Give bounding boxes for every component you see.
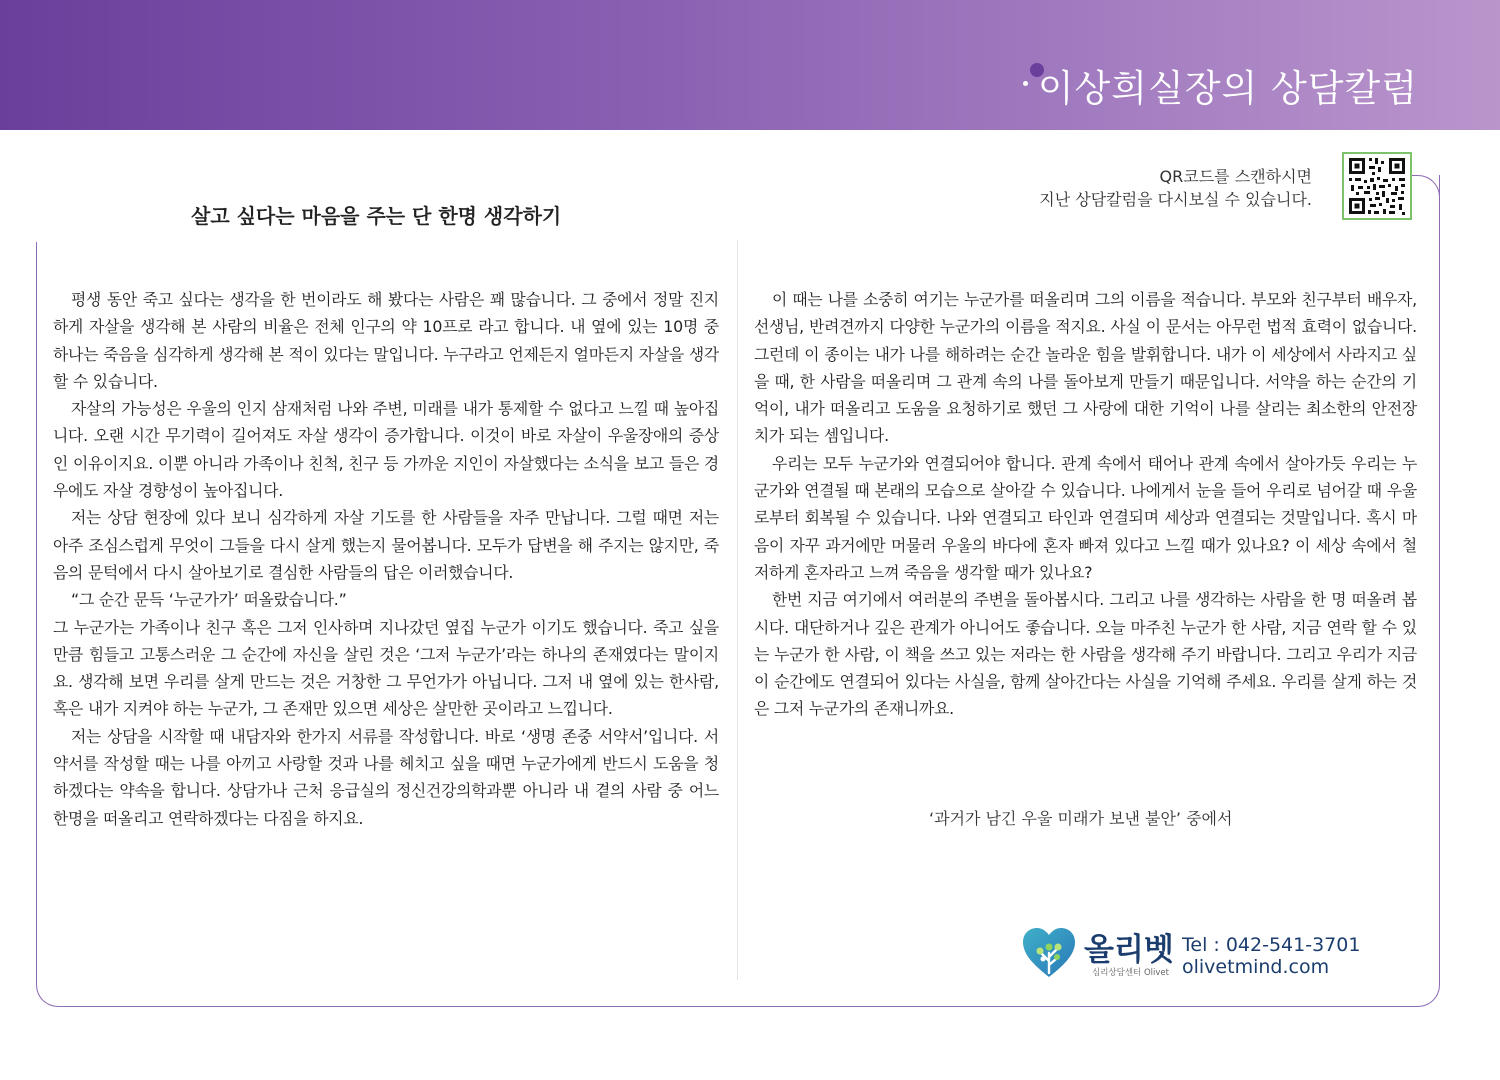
right-column xyxy=(754,286,1417,723)
frame-mask-left xyxy=(30,170,42,242)
phone-number: Tel : 042-541-3701 xyxy=(1182,934,1361,956)
qr-notice xyxy=(1039,165,1312,211)
header-banner xyxy=(0,0,1500,130)
logo-subtitle: 심리상담센터 Olivet xyxy=(1092,968,1169,978)
contact-info xyxy=(1182,934,1360,978)
left-column xyxy=(53,286,719,832)
column-divider xyxy=(737,240,738,980)
qr-notice-line2: 지난 상담칼럼을 다시보실 수 있습니다. xyxy=(1039,190,1312,209)
source-citation: ‘과거가 남긴 우울 미래가 보낸 불안’ 중에서 xyxy=(929,809,1233,828)
paragraph: 저는 상담을 시작할 때 내담자와 한가지 서류를 작성합니다. 바로 ‘생명 존중 서약서’입니다. 서약서를 작성할 때는 나를 아끼고 사랑할 것과 나를 헤치고 싶을 때면 누군가에게 반드시 도움을 청하겠다는 약속을 합니다. 상담가나 근처 응급실의 정신건강의학과뿐 아니라 내 곁의 사람 중 어느 한명을 떠올리고 연락하겠다는 다짐을 하지요. xyxy=(53,726,719,828)
logo-name: 올리벳 xyxy=(1084,932,1174,968)
quote: “그 순간 문득 ‘누군가가’ 떠올랐습니다.” xyxy=(71,590,347,610)
qr-code-icon[interactable] xyxy=(1342,152,1412,220)
paragraph: 평생 동안 죽고 싶다는 생각을 한 번이라도 해 봤다는 사람은 꽤 많습니다. 그 중에서 정말 진지하게 자살을 생각해 본 사람의 비율은 전체 인구의 약 10프로 라고 합니다. 내 옆에 있는 10명 중 하나는 죽음을 심각하게 생각해 본 적이 있다는 말입니다. 누구라고 언제든지 얼마든지 자살을 생각할 수 있습니다. xyxy=(53,290,719,391)
paragraph: 한번 지금 여기에서 여러분의 주변을 돌아봅시다. 그리고 나를 생각하는 사람을 한 명 떠올려 봅시다. 대단하거나 깊은 관계가 아니어도 좋습니다. 오늘 마주친 누군가 한 사람, 지금 연락 할 수 있는 누군가 한 사람, 이 책을 쓰고 있는 저라는 한 사람을 생각해 주기 바랍니다. 그리고 우리가 지금 이 순간에도 연결되어 있다는 사실을, 함께 살아간다는 사실을 기억해 주세요. 우리를 살게 하는 것은 그저 누군가의 존재니까요. xyxy=(754,590,1417,719)
qr-notice-line1: QR코드를 스캔하시면 xyxy=(1159,167,1312,186)
website-link[interactable]: olivetmind.com xyxy=(1182,956,1330,978)
paragraph: 우리는 모두 누군가와 연결되어야 합니다. 관계 속에서 태어나 관계 속에서 살아가듯 우리는 누군가와 연결될 때 본래의 모습으로 살아갈 수 있습니다. 나에게서 눈을 들어 우리로 넘어갈 때 우울로부터 회복될 수 있습니다. 나와 연결되고 타인과 연결되며 세상과 연결되는 것말입니다. 혹시 마음이 자꾸 과거에만 머물러 우울의 바다에 혼자 빠져 있다고 느낄 때가 있나요? 이 세상 속에서 철저하게 혼자라고 느껴 죽음을 생각할 때가 있나요? xyxy=(754,453,1417,582)
paragraph: 그 누군가는 가족이나 친구 혹은 그저 인사하며 지나갔던 옆집 누군가 이기도 했습니다. 죽고 싶을 만큼 힘들고 고통스러운 그 순간에 자신을 살린 것은 ‘그저 누군가’라는 하나의 존재였다는 말이지요. 생각해 보면 우리를 살게 만드는 것은 거창한 그 무언가가 아닙니다. 그저 내 옆에 있는 한사람, 혹은 내가 지켜야 하는 누군가, 그 존재만 있으면 세상은 살만한 곳이라고 느낍니다. xyxy=(53,617,719,719)
paragraph: 자살의 가능성은 우울의 인지 삼재처럼 나와 주변, 미래를 내가 통제할 수 없다고 느낄 때 높아집니다. 오랜 시간 무기력이 길어져도 자살 생각이 증가합니다. 이것이 바로 자살이 우울장애의 증상인 이유이지요. 이뿐 아니라 가족이나 친척, 친구 등 가까운 지인이 자살했다는 소식을 보고 들은 경우에도 자살 경향성이 높아집니다. xyxy=(53,399,719,501)
header-small-dot-icon xyxy=(1023,81,1028,86)
olivet-heart-tree-logo-icon xyxy=(1021,927,1077,979)
paragraph: 저는 상담 현장에 있다 보니 심각하게 자살 기도를 한 사람들을 자주 만납니다. 그럴 때면 저는 아주 조심스럽게 무엇이 그들을 다시 살게 했는지 물어봅니다. 모두가 답변을 해 주지는 않지만, 죽음의 문턱에서 다시 살아보기로 결심한 사람들의 답은 이러했습니다. xyxy=(53,508,719,582)
column-title: 이상희실장의 상담칼럼 xyxy=(1037,67,1418,110)
article-title: 살고 싶다는 마음을 주는 단 한명 생각하기 xyxy=(191,204,562,228)
paragraph: 이 때는 나를 소중히 여기는 누군가를 떠올리며 그의 이름을 적습니다. 부모와 친구부터 배우자, 선생님, 반려견까지 다양한 누군가의 이름을 적지요. 사실 이 문서는 아무런 법적 효력이 없습니다. 그런데 이 종이는 내가 나를 해하려는 순간 놀라운 힘을 발휘합니다. 내가 이 세상에서 사라지고 싶을 때, 한 사람을 떠올리며 그 관계 속의 나를 돌아보게 만들기 때문입니다. 서약을 하는 순간의 기억이, 내가 떠올리고 도움을 요청하기로 했던 그 사랑에 대한 기억이 나를 살리는 최소한의 안전장치가 되는 셈입니다. xyxy=(754,290,1417,446)
